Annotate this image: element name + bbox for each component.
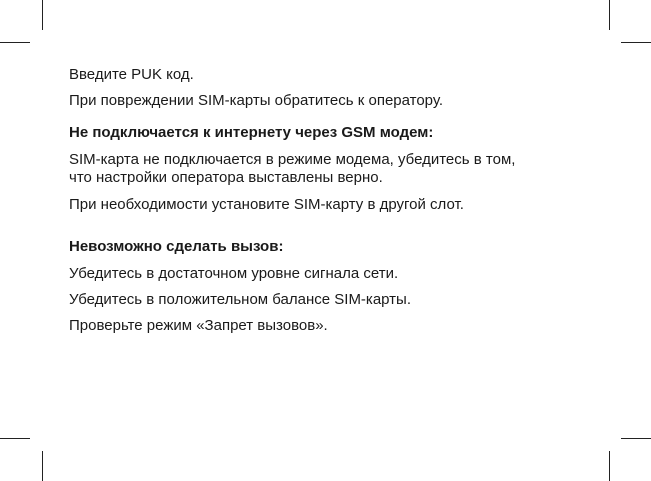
call-item-3: Проверьте режим «Запрет вызовов». <box>69 317 328 334</box>
document-body <box>69 66 589 335</box>
intro-line-1: Введите PUK код. <box>69 66 194 83</box>
call-section-heading: Невозможно сделать вызов: <box>69 238 284 255</box>
crop-mark-bottom-left-vertical <box>42 451 43 481</box>
crop-mark-top-left-vertical <box>42 0 43 30</box>
crop-mark-bottom-right-horizontal <box>621 438 651 439</box>
crop-mark-bottom-left-horizontal <box>0 438 30 439</box>
gsm-section-heading: Не подключается к интернету через GSM модем: <box>69 124 434 141</box>
call-item-1: Убедитесь в достаточном уровне сигнала сети. <box>69 265 399 282</box>
gsm-paragraph-2: При необходимости установите SIM-карту в другой слот. <box>69 196 464 213</box>
crop-mark-top-left-horizontal <box>0 42 30 43</box>
gsm-paragraph-1-line-2: что настройки оператора выставлены верно. <box>69 169 383 186</box>
intro-line-2: При повреждении SIM-карты обратитесь к оператору. <box>69 92 444 109</box>
gsm-paragraph-1-line-1: SIM-карта не подключается в режиме модема, убедитесь в том, <box>69 151 516 168</box>
call-item-2: Убедитесь в положительном балансе SIM-карты. <box>69 291 411 308</box>
crop-mark-top-right-horizontal <box>621 42 651 43</box>
crop-mark-top-right-vertical <box>609 0 610 30</box>
crop-mark-bottom-right-vertical <box>609 451 610 481</box>
